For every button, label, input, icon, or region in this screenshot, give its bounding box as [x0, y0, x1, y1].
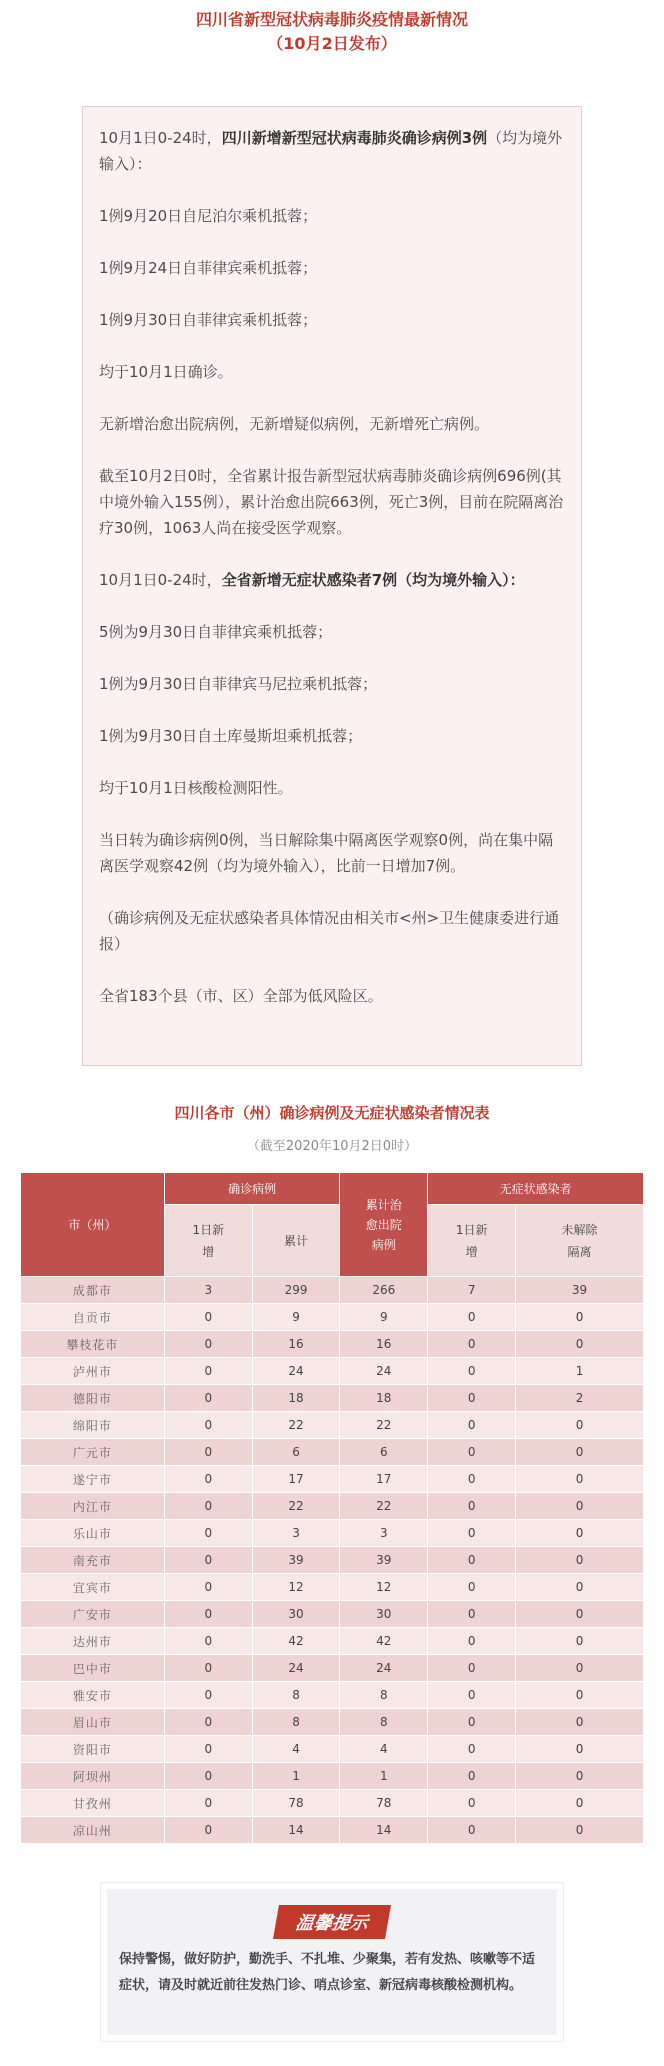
header-total: 累计 — [252, 1205, 340, 1277]
city-cell: 眉山市 — [21, 1709, 165, 1736]
header-cured: 累计治愈出院病例 — [340, 1173, 428, 1277]
tip-text: 保持警惕，做好防护，勤洗手、不扎堆、少聚集，若有发热、咳嗽等不适症状，请及时就近前往发热门诊、哨点诊室、新冠病毒核酸检测机构。 — [119, 1952, 536, 1993]
notice-paragraph: 1例为9月30日自土库曼斯坦乘机抵蓉； — [99, 727, 363, 745]
value-cell: 1 — [516, 1358, 644, 1385]
city-cell: 泸州市 — [21, 1358, 165, 1385]
value-cell: 0 — [428, 1655, 516, 1682]
cases-table — [20, 1172, 644, 1844]
table-row — [21, 1358, 644, 1385]
notice-paragraph: 10月1日0-24时，四川新增新型冠状病毒肺炎确诊病例3例（均为境外输入）： — [99, 129, 563, 173]
value-cell: 0 — [428, 1682, 516, 1709]
value-cell: 0 — [164, 1736, 252, 1763]
value-cell: 4 — [252, 1736, 340, 1763]
city-cell: 广安市 — [21, 1601, 165, 1628]
notice-paragraph: 当日转为确诊病例0例，当日解除集中隔离医学观察0例，尚在集中隔离医学观察42例（均为境外输入），比前一日增加7例。 — [99, 831, 554, 875]
value-cell: 0 — [516, 1331, 644, 1358]
value-cell: 0 — [164, 1574, 252, 1601]
header-asym-new: 1日新增 — [428, 1205, 516, 1277]
value-cell: 0 — [516, 1439, 644, 1466]
value-cell: 42 — [252, 1628, 340, 1655]
notice-paragraph: 1例9月20日自尼泊尔乘机抵蓉； — [99, 207, 318, 225]
value-cell: 0 — [164, 1493, 252, 1520]
value-cell: 0 — [428, 1628, 516, 1655]
table-subtitle: （截至2020年10月2日0时） — [246, 1139, 418, 1154]
value-cell: 0 — [516, 1682, 644, 1709]
value-cell: 14 — [340, 1817, 428, 1844]
value-cell: 24 — [340, 1358, 428, 1385]
value-cell: 1 — [340, 1763, 428, 1790]
value-cell: 0 — [428, 1412, 516, 1439]
city-cell: 遂宁市 — [21, 1466, 165, 1493]
value-cell: 18 — [252, 1385, 340, 1412]
city-cell: 乐山市 — [21, 1520, 165, 1547]
table-row — [21, 1277, 644, 1304]
value-cell: 8 — [340, 1709, 428, 1736]
value-cell: 0 — [516, 1493, 644, 1520]
value-cell: 78 — [252, 1790, 340, 1817]
notice-paragraph: 5例为9月30日自菲律宾乘机抵蓉； — [99, 623, 333, 641]
value-cell: 0 — [516, 1709, 644, 1736]
notice-paragraph: 1例9月30日自菲律宾乘机抵蓉； — [99, 311, 318, 329]
city-cell: 凉山州 — [21, 1817, 165, 1844]
table-row — [21, 1385, 644, 1412]
notice-box — [82, 106, 582, 1066]
notice-paragraph: 1例为9月30日自菲律宾马尼拉乘机抵蓉； — [99, 675, 378, 693]
page-subtitle: （10月2日发布） — [267, 34, 397, 53]
value-cell: 0 — [516, 1412, 644, 1439]
value-cell: 0 — [428, 1790, 516, 1817]
city-cell: 达州市 — [21, 1628, 165, 1655]
value-cell: 0 — [164, 1439, 252, 1466]
city-cell: 内江市 — [21, 1493, 165, 1520]
city-cell: 成都市 — [21, 1277, 165, 1304]
value-cell: 22 — [340, 1412, 428, 1439]
value-cell: 30 — [340, 1601, 428, 1628]
value-cell: 0 — [428, 1574, 516, 1601]
city-cell: 阿坝州 — [21, 1763, 165, 1790]
value-cell: 0 — [164, 1385, 252, 1412]
value-cell: 0 — [516, 1817, 644, 1844]
value-cell: 0 — [516, 1304, 644, 1331]
notice-paragraph: （确诊病例及无症状感染者具体情况由相关市<州>卫生健康委进行通报） — [99, 909, 560, 953]
value-cell: 39 — [340, 1547, 428, 1574]
value-cell: 22 — [340, 1493, 428, 1520]
value-cell: 39 — [516, 1277, 644, 1304]
header-confirmed: 确诊病例 — [164, 1173, 340, 1205]
value-cell: 0 — [516, 1655, 644, 1682]
value-cell: 3 — [340, 1520, 428, 1547]
value-cell: 0 — [516, 1628, 644, 1655]
value-cell: 6 — [252, 1439, 340, 1466]
city-cell: 广元市 — [21, 1439, 165, 1466]
value-cell: 0 — [164, 1817, 252, 1844]
value-cell: 0 — [164, 1331, 252, 1358]
value-cell: 9 — [340, 1304, 428, 1331]
value-cell: 0 — [164, 1601, 252, 1628]
value-cell: 0 — [428, 1439, 516, 1466]
notice-paragraph: 截至10月2日0时，全省累计报告新型冠状病毒肺炎确诊病例696例(其中境外输入155例），累计治愈出院663例，死亡3例，目前在院隔离治疗30例，1063人尚在接受医学观察。 — [99, 467, 564, 537]
value-cell: 30 — [252, 1601, 340, 1628]
value-cell: 12 — [340, 1574, 428, 1601]
tip-inner — [107, 1889, 557, 2035]
value-cell: 0 — [164, 1709, 252, 1736]
page-title: 四川省新型冠状病毒肺炎疫情最新情况 — [195, 10, 468, 29]
notice-paragraph: 10月1日0-24时，全省新增无症状感染者7例（均为境外输入）： — [99, 571, 525, 589]
value-cell: 78 — [340, 1790, 428, 1817]
value-cell: 24 — [340, 1655, 428, 1682]
value-cell: 3 — [164, 1277, 252, 1304]
value-cell: 17 — [252, 1466, 340, 1493]
value-cell: 22 — [252, 1493, 340, 1520]
table-title: 四川各市（州）确诊病例及无症状感染者情况表 — [174, 1104, 490, 1122]
value-cell: 0 — [164, 1628, 252, 1655]
table-row — [21, 1736, 644, 1763]
city-cell: 资阳市 — [21, 1736, 165, 1763]
value-cell: 1 — [252, 1763, 340, 1790]
value-cell: 0 — [428, 1493, 516, 1520]
value-cell: 0 — [516, 1547, 644, 1574]
value-cell: 12 — [252, 1574, 340, 1601]
table-row — [21, 1655, 644, 1682]
value-cell: 0 — [164, 1547, 252, 1574]
table-row — [21, 1790, 644, 1817]
value-cell: 0 — [164, 1412, 252, 1439]
table-row — [21, 1331, 644, 1358]
value-cell: 0 — [428, 1385, 516, 1412]
city-cell: 自贡市 — [21, 1304, 165, 1331]
value-cell: 0 — [164, 1682, 252, 1709]
value-cell: 0 — [516, 1520, 644, 1547]
table-row — [21, 1682, 644, 1709]
value-cell: 0 — [516, 1601, 644, 1628]
city-cell: 巴中市 — [21, 1655, 165, 1682]
notice-paragraph: 均于10月1日确诊。 — [99, 363, 233, 381]
notice-paragraph: 全省183个县（市、区）全部为低风险区。 — [99, 987, 383, 1005]
value-cell: 0 — [428, 1331, 516, 1358]
value-cell: 24 — [252, 1358, 340, 1385]
value-cell: 0 — [164, 1358, 252, 1385]
table-row — [21, 1466, 644, 1493]
city-cell: 宜宾市 — [21, 1574, 165, 1601]
value-cell: 0 — [164, 1304, 252, 1331]
value-cell: 4 — [340, 1736, 428, 1763]
value-cell: 14 — [252, 1817, 340, 1844]
value-cell: 24 — [252, 1655, 340, 1682]
table-row — [21, 1520, 644, 1547]
value-cell: 8 — [340, 1682, 428, 1709]
table-row — [21, 1817, 644, 1844]
value-cell: 0 — [428, 1547, 516, 1574]
table-row — [21, 1304, 644, 1331]
value-cell: 9 — [252, 1304, 340, 1331]
value-cell: 0 — [428, 1466, 516, 1493]
value-cell: 8 — [252, 1682, 340, 1709]
value-cell: 3 — [252, 1520, 340, 1547]
table-row — [21, 1412, 644, 1439]
page-header — [0, 0, 664, 56]
notice-paragraph: 无新增治愈出院病例，无新增疑似病例，无新增死亡病例。 — [99, 415, 490, 433]
value-cell: 0 — [428, 1736, 516, 1763]
city-cell: 德阳市 — [21, 1385, 165, 1412]
value-cell: 0 — [428, 1358, 516, 1385]
city-cell: 南充市 — [21, 1547, 165, 1574]
value-cell: 0 — [516, 1763, 644, 1790]
value-cell: 0 — [516, 1466, 644, 1493]
city-cell: 雅安市 — [21, 1682, 165, 1709]
value-cell: 266 — [340, 1277, 428, 1304]
value-cell: 16 — [340, 1331, 428, 1358]
notice-paragraph: 1例9月24日自菲律宾乘机抵蓉； — [99, 259, 318, 277]
header-city: 市（州） — [21, 1173, 165, 1277]
value-cell: 0 — [428, 1304, 516, 1331]
tip-box — [100, 1882, 564, 2042]
value-cell: 299 — [252, 1277, 340, 1304]
value-cell: 0 — [428, 1709, 516, 1736]
value-cell: 0 — [164, 1520, 252, 1547]
value-cell: 0 — [428, 1601, 516, 1628]
table-row — [21, 1547, 644, 1574]
header-new-1d: 1日新增 — [164, 1205, 252, 1277]
header-asym-unreleased: 未解除隔离 — [516, 1205, 644, 1277]
value-cell: 0 — [516, 1736, 644, 1763]
table-row — [21, 1763, 644, 1790]
value-cell: 0 — [164, 1466, 252, 1493]
value-cell: 39 — [252, 1547, 340, 1574]
city-cell: 攀枝花市 — [21, 1331, 165, 1358]
value-cell: 0 — [428, 1817, 516, 1844]
table-row — [21, 1601, 644, 1628]
value-cell: 2 — [516, 1385, 644, 1412]
value-cell: 6 — [340, 1439, 428, 1466]
value-cell: 7 — [428, 1277, 516, 1304]
value-cell: 0 — [164, 1790, 252, 1817]
table-row — [21, 1628, 644, 1655]
table-row — [21, 1439, 644, 1466]
value-cell: 0 — [164, 1655, 252, 1682]
value-cell: 18 — [340, 1385, 428, 1412]
value-cell: 0 — [428, 1763, 516, 1790]
city-cell: 甘孜州 — [21, 1790, 165, 1817]
table-row — [21, 1574, 644, 1601]
value-cell: 22 — [252, 1412, 340, 1439]
value-cell: 0 — [164, 1763, 252, 1790]
header-asymptomatic: 无症状感染者 — [428, 1173, 644, 1205]
value-cell: 0 — [428, 1520, 516, 1547]
value-cell: 0 — [516, 1790, 644, 1817]
notice-paragraph: 均于10月1日核酸检测阳性。 — [99, 779, 293, 797]
tip-badge: 温馨提示 — [273, 1905, 391, 1939]
value-cell: 17 — [340, 1466, 428, 1493]
value-cell: 8 — [252, 1709, 340, 1736]
value-cell: 42 — [340, 1628, 428, 1655]
table-row — [21, 1709, 644, 1736]
table-row — [21, 1493, 644, 1520]
city-cell: 绵阳市 — [21, 1412, 165, 1439]
value-cell: 16 — [252, 1331, 340, 1358]
value-cell: 0 — [516, 1574, 644, 1601]
